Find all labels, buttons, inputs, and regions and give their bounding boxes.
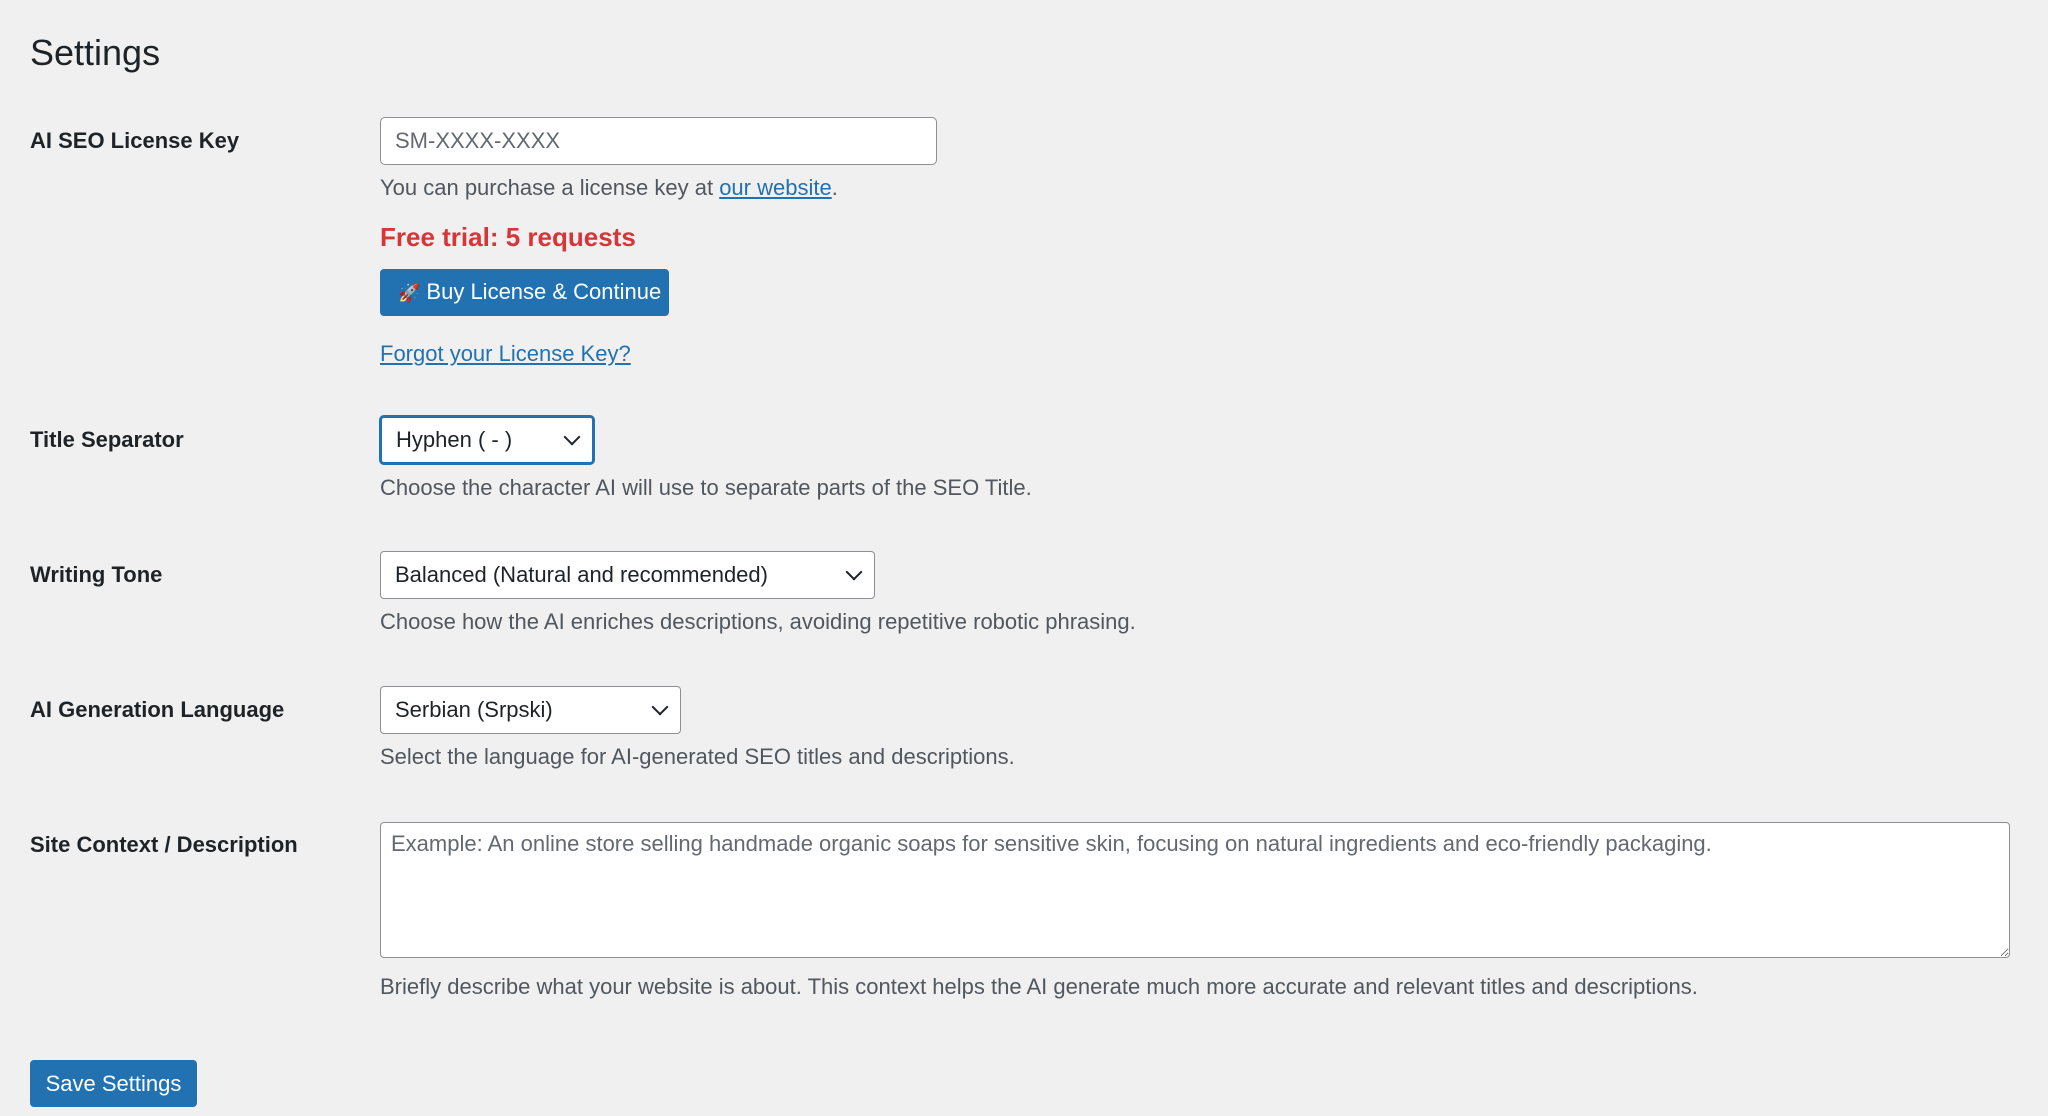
site-context-textarea[interactable] (380, 822, 2010, 958)
our-website-link[interactable]: our website (719, 175, 832, 200)
license-help-prefix: You can purchase a license key at (380, 175, 720, 200)
title-separator-value: Hyphen ( - ) (396, 427, 513, 452)
buy-license-button[interactable] (380, 269, 669, 316)
title-separator-select[interactable] (380, 416, 594, 464)
forgot-license-link[interactable]: Forgot your License Key? (380, 341, 631, 366)
page-title: Settings (30, 32, 161, 73)
save-settings-button[interactable]: Save Settings (30, 1060, 197, 1107)
chevron-down-icon (652, 699, 669, 716)
license-key-input[interactable] (380, 117, 937, 165)
buy-license-label: Buy License & Continue (426, 279, 662, 304)
writing-tone-select[interactable] (380, 551, 875, 599)
language-help: Select the language for AI-generated SEO titles and descriptions. (380, 744, 1015, 769)
writing-tone-value: Balanced (Natural and recommended) (395, 562, 768, 587)
writing-tone-label: Writing Tone (30, 562, 163, 587)
language-label: AI Generation Language (30, 697, 285, 722)
language-value: Serbian (Srpski) (395, 697, 553, 722)
rocket-icon: 🚀 (398, 283, 421, 303)
chevron-down-icon (846, 564, 863, 581)
site-context-help: Briefly describe what your website is about. This context helps the AI generate much more accurate and relevant titles and descriptions. (380, 974, 1698, 999)
chevron-down-icon (564, 429, 581, 446)
license-key-label: AI SEO License Key (30, 128, 240, 153)
language-select[interactable] (380, 686, 681, 734)
free-trial-notice: Free trial: 5 requests (380, 222, 636, 252)
site-context-label: Site Context / Description (30, 832, 298, 857)
license-help-suffix: . (831, 175, 838, 200)
title-separator-label: Title Separator (30, 427, 184, 452)
writing-tone-help: Choose how the AI enriches descriptions, avoiding repetitive robotic phrasing. (380, 609, 1136, 634)
title-separator-help: Choose the character AI will use to separate parts of the SEO Title. (380, 475, 1032, 500)
license-help-text (380, 173, 838, 203)
